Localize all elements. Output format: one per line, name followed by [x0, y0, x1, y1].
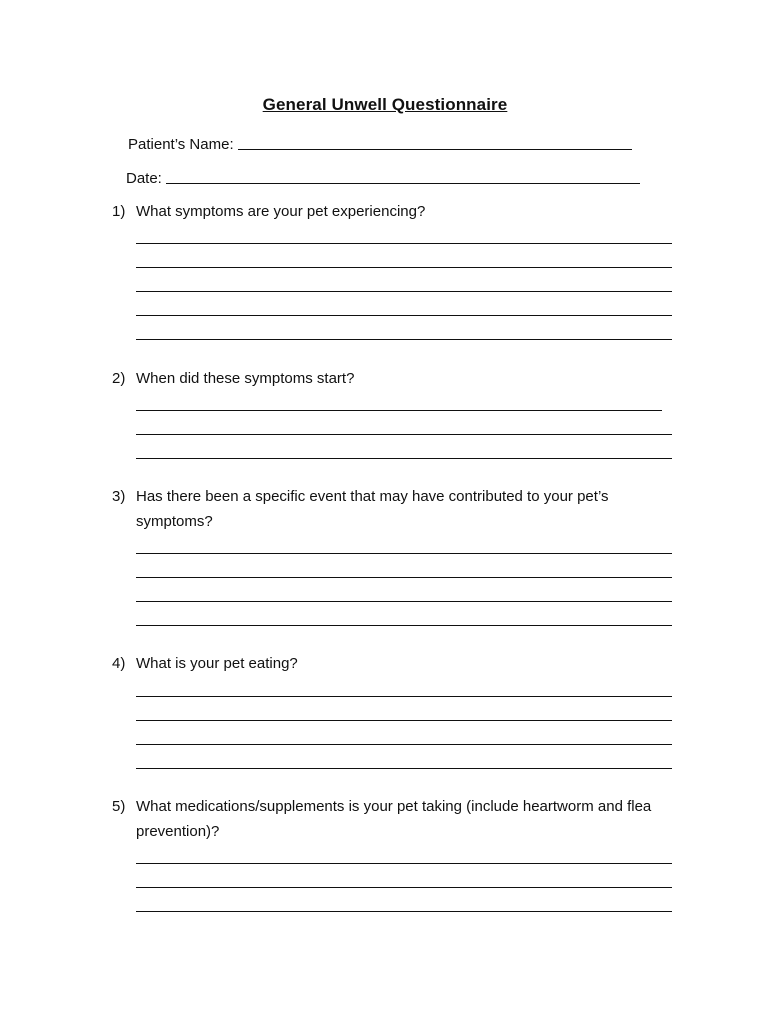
answer-line[interactable]: [136, 339, 672, 340]
question-1: [112, 199, 682, 224]
answer-line[interactable]: [136, 601, 672, 602]
answer-line[interactable]: [136, 410, 662, 411]
page-title: General Unwell Questionnaire: [262, 95, 508, 114]
question-text: What is your pet eating?: [136, 655, 298, 672]
answer-line[interactable]: [136, 863, 672, 864]
question-text: When did these symptoms start?: [136, 370, 355, 387]
question-2: [112, 366, 682, 391]
answer-line[interactable]: [136, 291, 672, 292]
answer-line[interactable]: [136, 267, 672, 268]
answer-line[interactable]: [136, 458, 672, 459]
question-number: 5): [112, 798, 126, 815]
question-number: 2): [112, 370, 126, 387]
question-3: [112, 484, 682, 534]
patient-name-input-line[interactable]: [238, 149, 632, 150]
question-5: [112, 794, 682, 844]
question-text: What symptoms are your pet experiencing?: [136, 203, 426, 220]
answer-line[interactable]: [136, 315, 672, 316]
question-4: [112, 651, 682, 676]
answer-line[interactable]: [136, 553, 672, 554]
answer-line[interactable]: [136, 696, 672, 697]
question-number: 4): [112, 655, 126, 672]
answer-line[interactable]: [136, 887, 672, 888]
question-number: 1): [112, 203, 126, 220]
date-label: Date:: [126, 170, 162, 187]
answer-line[interactable]: [136, 434, 672, 435]
answer-line[interactable]: [136, 243, 672, 244]
answer-line[interactable]: [136, 625, 672, 626]
answer-line[interactable]: [136, 768, 672, 769]
question-text: What medications/supplements is your pet taking (include heartworm and flea prevention)?: [136, 798, 652, 840]
patient-name-label: Patient’s Name:: [128, 136, 234, 153]
date-field[interactable]: [126, 167, 640, 187]
answer-line[interactable]: [136, 720, 672, 721]
answer-line[interactable]: [136, 744, 672, 745]
date-input-line[interactable]: [166, 183, 640, 184]
question-text: Has there been a specific event that may have contributed to your pet’s symptoms?: [136, 488, 609, 530]
answer-line[interactable]: [136, 911, 672, 912]
answer-line[interactable]: [136, 577, 672, 578]
question-number: 3): [112, 488, 126, 505]
patient-name-field[interactable]: [128, 133, 632, 153]
